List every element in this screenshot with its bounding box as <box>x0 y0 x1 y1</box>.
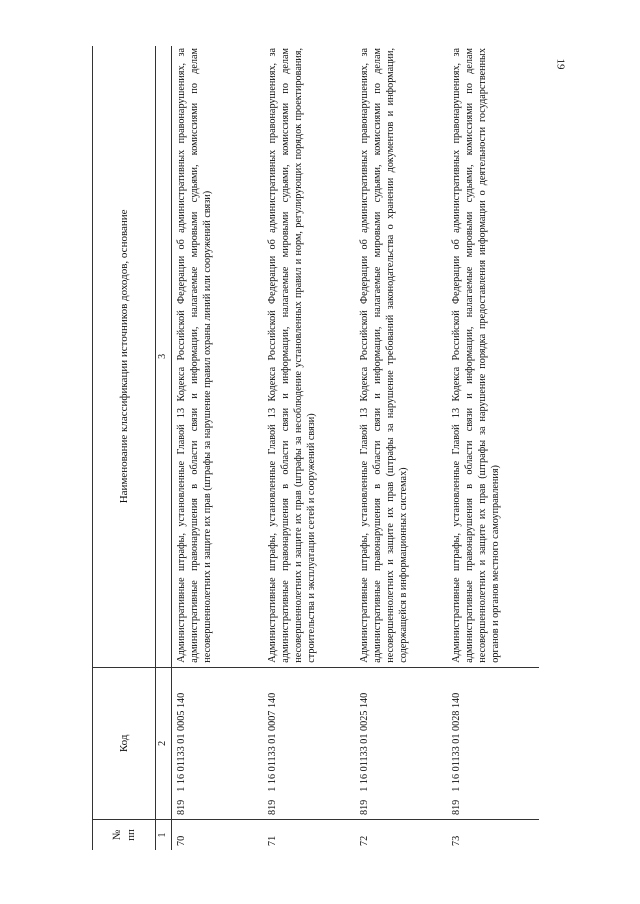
row-number: 70 <box>175 835 187 846</box>
classification-code: 1 16 01133 01 0025 140 <box>359 692 371 792</box>
classification-name: Административные штрафы, установленные Главой 13 Кодекса Российской Федерации об административных правонарушениях, за административные правонарушения в области связи и информации, налагаемые мировыми судьями, комиссиями по делам несовершеннолетних и защите их прав (штрафы за нарушение требований законодательства о хранении документов и информации, содержащейся в информационных системах) <box>359 48 410 663</box>
column-number-row <box>156 46 172 850</box>
table-row <box>263 46 355 850</box>
row-number: 72 <box>359 835 371 846</box>
row-number: 73 <box>451 835 463 846</box>
rotated-table-container <box>92 46 512 850</box>
classification-code: 1 16 01133 01 0007 140 <box>267 692 279 792</box>
page-number: 19 <box>554 58 567 70</box>
column-number-3: 3 <box>156 46 172 667</box>
header-code: Код <box>93 667 156 819</box>
column-number-2: 2 <box>156 667 172 819</box>
table-header-row <box>93 46 156 850</box>
classification-code: 1 16 01133 01 0005 140 <box>175 692 187 792</box>
classification-name: Административные штрафы, установленные Главой 13 Кодекса Российской Федерации об административных правонарушениях, за административные правонарушения в области связи и информации, налагаемые мировыми судьями, комиссиями по делам несовершеннолетних и защите их прав (штрафы за несоблюдение установленных правил и норм, регулирующих порядок проектирования, строительства и эксплуатации сетей и сооружений связи) <box>267 48 318 663</box>
classification-code: 1 16 01133 01 0028 140 <box>451 692 463 792</box>
admin-code: 819 <box>267 799 279 815</box>
admin-code: 819 <box>175 799 187 815</box>
row-number: 71 <box>267 835 279 846</box>
classification-name: Административные штрафы, установленные Главой 13 Кодекса Российской Федерации об административных правонарушениях, за административные правонарушения в области связи и информации, налагаемые мировыми судьями, комиссиями по делам несовершеннолетних и защите их прав (штрафы за нарушение правил охраны линий или сооружений связи) <box>175 48 213 663</box>
classification-name: Административные штрафы, установленные Главой 13 Кодекса Российской Федерации об административных правонарушениях, за административные правонарушения в области связи и информации, налагаемые мировыми судьями, комиссиями по делам несовершеннолетних и защите их прав (штрафы за нарушение порядка предоставления информации о деятельности государственных органов и органов местного самоуправления) <box>451 48 502 663</box>
admin-code: 819 <box>451 799 463 815</box>
admin-code: 819 <box>359 799 371 815</box>
header-num: № пп <box>93 820 156 851</box>
table-row <box>355 46 447 850</box>
header-name: Наименование классификации источников доходов, основание <box>93 46 156 667</box>
table-row <box>171 46 263 850</box>
revenue-classification-table <box>92 46 539 850</box>
table-row <box>447 46 539 850</box>
column-number-1: 1 <box>156 820 172 851</box>
